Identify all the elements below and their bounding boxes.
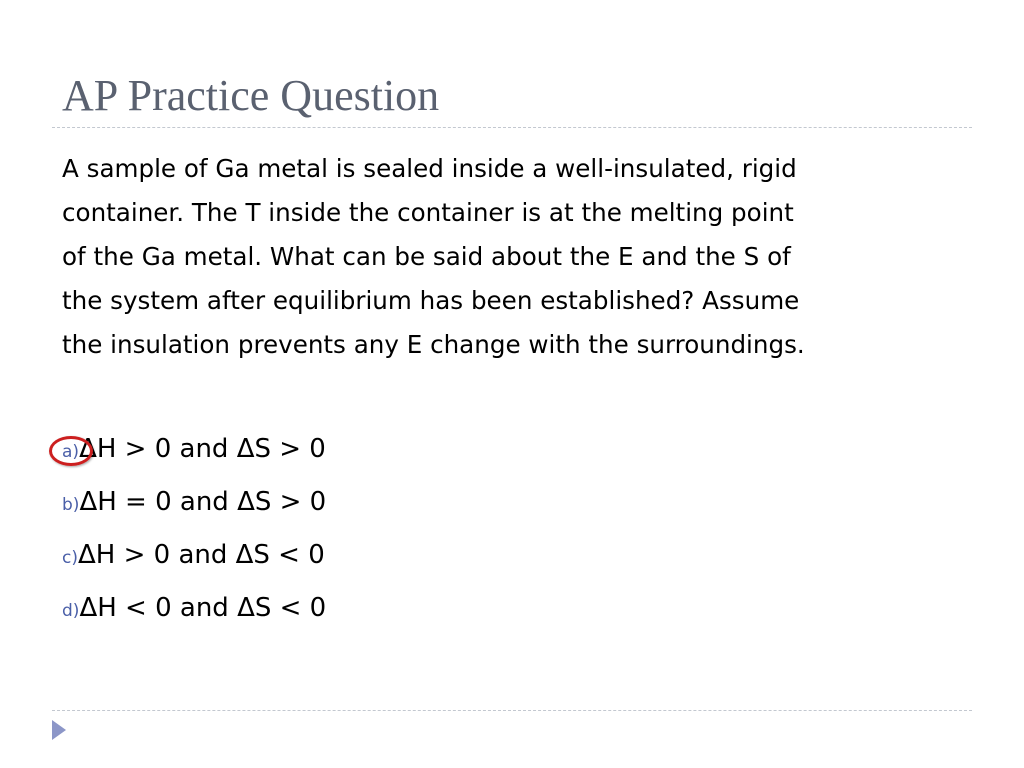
title-divider xyxy=(52,127,972,128)
answer-choices xyxy=(62,424,326,636)
choice-letter: a) xyxy=(62,442,80,462)
footer-divider xyxy=(52,710,972,711)
choice-text: ΔH = 0 and ΔS > 0 xyxy=(79,487,327,517)
choice-letter: d) xyxy=(62,601,80,621)
question-text xyxy=(62,147,962,367)
question-line: container. The T inside the container is at the melting point xyxy=(62,198,794,227)
question-line: the insulation prevents any E change with the surroundings. xyxy=(62,330,805,359)
choice-text: ΔH > 0 and ΔS < 0 xyxy=(77,540,325,570)
choice-d[interactable] xyxy=(62,583,326,636)
choice-letter: c) xyxy=(62,548,78,568)
choice-letter: b) xyxy=(62,495,80,515)
choice-b[interactable] xyxy=(62,477,326,530)
play-triangle-icon[interactable] xyxy=(52,720,66,740)
slide-title: AP Practice Question xyxy=(62,71,440,120)
question-line: of the Ga metal. What can be said about the E and the S of xyxy=(62,242,791,271)
choice-c[interactable] xyxy=(62,530,326,583)
choice-text: ΔH < 0 and ΔS < 0 xyxy=(79,593,327,623)
question-line: the system after equilibrium has been established? Assume xyxy=(62,286,800,315)
choice-text: ΔH > 0 and ΔS > 0 xyxy=(79,434,326,464)
question-line: A sample of Ga metal is sealed inside a well-insulated, rigid xyxy=(62,154,797,183)
choice-a[interactable] xyxy=(62,424,326,477)
